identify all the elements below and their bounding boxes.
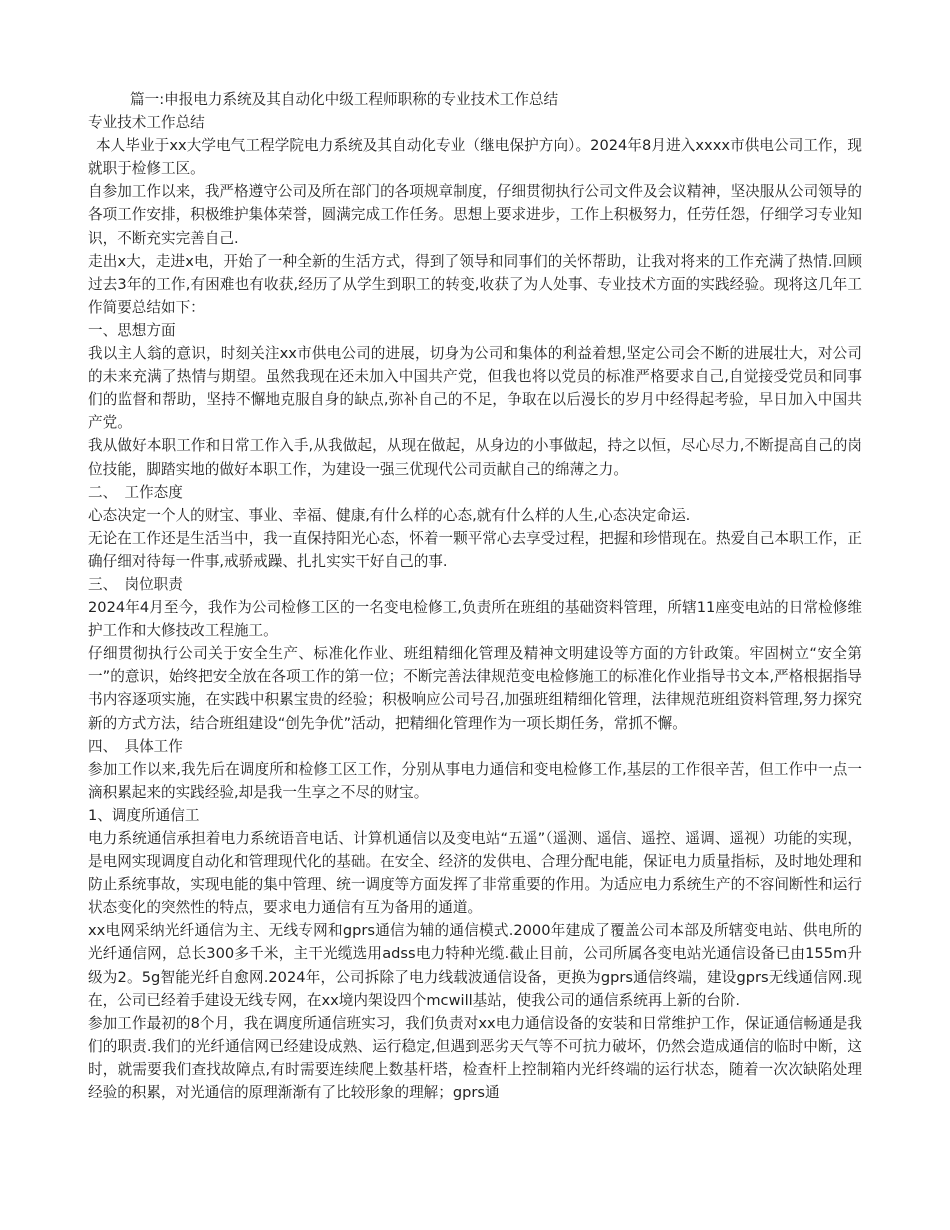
paragraph: 我从做好本职工作和日常工作入手,从我做起，从现在做起，从身边的小事做起，持之以恒，尽心尽力,不断提高自己的岗位技能，脚踏实地的做好本职工作，为建设一强三优现代公司贡献自己的绵薄之力。	[88, 437, 862, 478]
paragraph: 自参加工作以来，我严格遵守公司及所在部门的各项规章制度，仔细贯彻执行公司文件及会议精神，坚决服从公司领导的各项工作安排，积极维护集体荣誉，圆满完成工作任务。思想上要求进步，工作上积极努力，任劳任怨，仔细学习专业知识，不断充实完善自己.	[88, 183, 862, 247]
document-title: 篇一:申报电力系统及其自动化中级工程师职称的专业技术工作总结	[130, 91, 559, 108]
paragraph: 参加工作以来,我先后在调度所和检修工区工作，分别从事电力通信和变电检修工作,基层的工作很辛苦，但工作中一点一滴积累起来的实践经验,却是我一生享之不尽的财宝。	[88, 760, 862, 801]
paragraph: 走出x大，走进x电，开始了一种全新的生活方式，得到了领导和同事们的关怀帮助，让我对将来的工作充满了热情.回顾过去3年的工作,有困难也有收获,经历了从学生到职工的转变,收获了为人处事、专业技术方面的实践经验。现将这几年工作简要总结如下：	[88, 252, 862, 316]
paragraph: 本人毕业于xx大学电气工程学院电力系统及其自动化专业（继电保护方向）。2024年8月进入xxxx市供电公司工作，现就职于检修工区。	[88, 137, 862, 178]
paragraph: 我以主人翁的意识，时刻关注xx市供电公司的进展，切身为公司和集体的利益着想,坚定公司会不断的进展壮大，对公司的未来充满了热情与期望。虽然我现在还未加入中国共产党，但我也将以党员的标准严格要求自己,自觉接受党员和同事们的监督和帮助，坚持不懈地克服自身的缺点,弥补自己的不足，争取在以后漫长的岁月中经得起考验，早日加入中国共产党。	[88, 345, 862, 432]
section-heading: 三、 岗位职责	[88, 575, 183, 593]
paragraph: 仔细贯彻执行公司关于安全生产、标准化作业、班组精细化管理及精神文明建设等方面的方针政策。牢固树立“安全第一”的意识，始终把安全放在各项工作的第一位；不断完善法律规范变电检修施工的标准化作业指导书文本,严格根据指导书内容逐项实施，在实践中积累宝贵的经验；积极响应公司号召,加强班组精细化管理，法律规范班组资料管理,努力探究新的方式方法，结合班组建设“创先争优”活动，把精细化管理作为一项长期任务，常抓不懈。	[88, 645, 862, 732]
section-heading: 二、 工作态度	[88, 483, 183, 501]
section-heading: 专业技术工作总结	[88, 114, 205, 132]
subsection-heading: 1、调度所通信工	[88, 806, 200, 824]
paragraph: xx电网采纳光纤通信为主、无线专网和gprs通信为辅的通信模式.2000年建成了覆盖公司本部及所辖变电站、供电所的光纤通信网，总长300多千米，主干光缆选用adss电力特种光缆.截止目前，公司所属各变电站光通信设备已由155m升级为2。5g智能光纤自愈网.2024年，公司拆除了电力线载波通信设备，更换为gprs通信终端，建设gprs无线通信网.现在，公司已经着手建设无线专网，在xx境内架设四个mcwill基站，使我公司的通信系统再上新的台阶.	[88, 922, 862, 1009]
paragraph: 心态决定一个人的财宝、事业、幸福、健康,有什么样的心态,就有什么样的人生,心态决定命运.	[88, 506, 691, 524]
paragraph: 2024年4月至今，我作为公司检修工区的一名变电检修工,负责所在班组的基础资料管理，所辖11座变电站的日常检修维护工作和大修技改工程施工。	[88, 599, 862, 640]
section-heading: 一、思想方面	[88, 321, 176, 339]
paragraph: 电力系统通信承担着电力系统语音电话、计算机通信以及变电站“五遥”（遥测、遥信、遥控、遥调、遥视）功能的实现，是电网实现调度自动化和管理现代化的基础。在安全、经济的发供电、合理分配电能，保证电力质量指标，及时地处理和防止系统事故，实现电能的集中管理、统一调度等方面发挥了非常重要的作用。为适应电力系统生产的不容间断性和运行状态变化的突然性的特点，要求电力通信有互为备用的通道。	[88, 830, 862, 917]
paragraph: 参加工作最初的8个月，我在调度所通信班实习，我们负责对xx电力通信设备的安装和日常维护工作，保证通信畅通是我们的职责.我们的光纤通信网已经建设成熟、运行稳定,但遇到恶劣天气等不可抗力破坏，仍然会造成通信的临时中断，这时，就需要我们查找故障点,有时需要连续爬上数基杆塔，检查杆上控制箱内光纤终端的运行状态，随着一次次缺陷处理经验的积累，对光通信的原理渐渐有了比较形象的理解；gprs通	[88, 1014, 862, 1102]
paragraph: 无论在工作还是生活当中，我一直保持阳光心态，怀着一颗平常心去享受过程，把握和珍惜现在。热爱自己本职工作，正确仔细对待每一件事,戒骄戒躁、扎扎实实干好自己的事.	[88, 529, 862, 570]
section-heading: 四、 具体工作	[88, 737, 183, 755]
